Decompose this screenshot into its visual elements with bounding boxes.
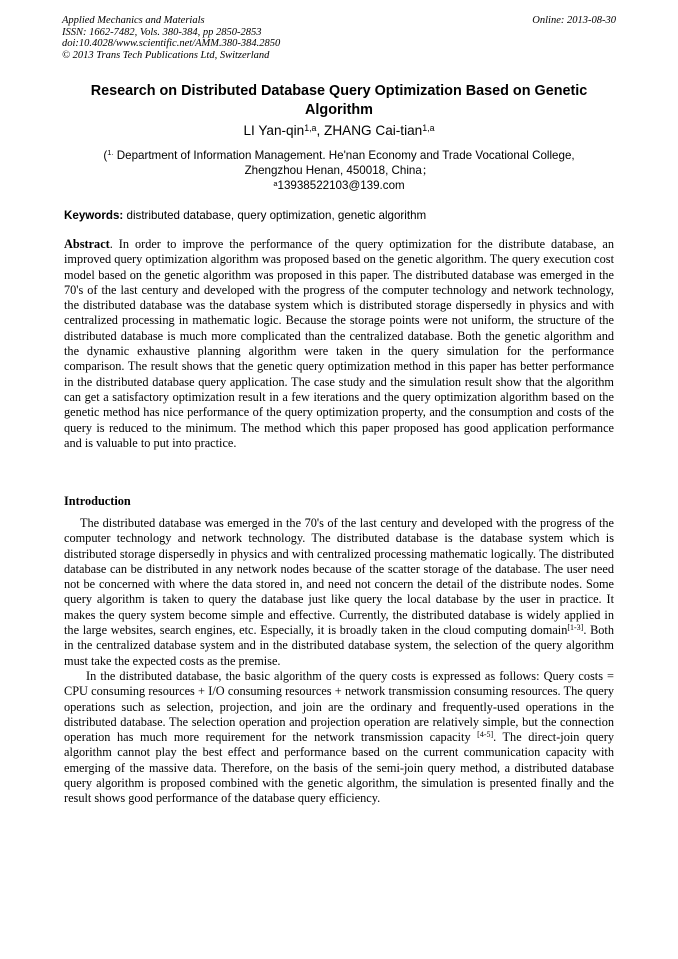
- paragraph-text: . The direct-join query algorithm cannot play the best effect and performance based on the current communication capacity with emerging of the massive data. Therefore, on the basis of the semi-join query method, a distributed database query algorithm is proposed combined with the genetic algorithm, the simulation is presented finally and the result shows good performance of the database query efficiency.: [64, 730, 614, 806]
- keywords-text: distributed database, query optimization, genetic algorithm: [123, 209, 427, 222]
- citation[interactable]: [4-5]: [477, 730, 494, 740]
- affiliation-line-2: Zhengzhou Henan, 450018, China；: [244, 164, 434, 178]
- journal-issn: ISSN: 1662-7482, Vols. 380-384, pp 2850-2853: [62, 26, 262, 38]
- author-affiliation-mark: 1,a: [422, 122, 435, 133]
- title-line-1: Research on Distributed Database Query Optimization Based on Genetic: [90, 83, 588, 99]
- affiliation: [62, 148, 616, 194]
- paper-title: [62, 82, 616, 120]
- paragraph: [64, 516, 614, 669]
- paragraph-text: In the distributed database, the basic algorithm of the query costs is expressed as follows: Query costs = CPU consuming resources + I/O consuming resources + network transmission consuming resources. The query operations such as selection, projection, and join are the ordinary and frequently-used operations in the distributed database. The selection operation and projection operation are relatively simple, but the connection operation has much more requirement for the network transmission capacity: [64, 668, 614, 745]
- keywords-label: Keywords:: [64, 209, 124, 222]
- paragraph-text: The distributed database was emerged in the 70's of the last century and developed with the progress of the computer technology and network technology. The distributed database is the database system which is distributed storage dispersedly in physics and with centralized processing mathematic logically. The distributed database can be distributed in any network nodes because of the scatter storage of the database. The user need not be concerned with where the data stored in, and need not concern the detail of the distribute nodes. Some query algorithm is taken to query the database just like query the local database by the user in practice. It makes the query system become simple and effective. Currently, the distributed database is widely applied in the large websites, search engines, etc. Especially, it is broadly taken in the cloud computing domain: [64, 516, 614, 638]
- journal-copyright: © 2013 Trans Tech Publications Ltd, Switzerland: [62, 49, 270, 61]
- section-heading-introduction: Introduction: [64, 494, 131, 508]
- introduction-body: [64, 516, 614, 807]
- title-line-2: Algorithm: [305, 102, 373, 118]
- journal-header: [62, 15, 482, 61]
- author-name: LI Yan-qin: [243, 123, 305, 138]
- journal-name: Applied Mechanics and Materials: [62, 15, 205, 26]
- author-email[interactable]: 13938522103@139.com: [277, 179, 405, 193]
- author-affiliation-mark: 1,a: [304, 122, 317, 133]
- abstract-label: Abstract: [64, 237, 110, 251]
- keywords: [64, 208, 616, 223]
- abstract: [64, 237, 614, 451]
- online-date: Online: 2013-08-30: [532, 15, 616, 26]
- paragraph: [64, 669, 614, 807]
- journal-doi[interactable]: doi:10.4028/www.scientific.net/AMM.380-384.2850: [62, 38, 281, 50]
- author-separator: ,: [316, 123, 325, 138]
- affiliation-paren: (: [103, 149, 108, 162]
- author-email-line: [62, 178, 616, 193]
- citation[interactable]: [1-3]: [567, 623, 584, 633]
- abstract-text: . In order to improve the performance of the query optimization for the distribute database, an improved query optimization algorithm was proposed based on the genetic algorithm. The query execution cost model based on the genetic algorithm was proposed in this paper. The distributed database was emerged in the 70's of the last century and developed with the progress of the computer technology and network technology, the distributed database was the database system which is distributed storage dispersedly in physics and with centralized processing in mathematic logic. Because the storage points were not uniform, the structure of the distributed database is much more complicated than the centralized database. Both the genetic algorithm and the dynamic exhaustive planning algorithm were taken in the query simulation for the performance comparison. The result shows that the genetic query optimization method in this paper has better performance in the distributed database query application. The case study and the simulation result show that the algorithm can get a satisfactory optimization result in a few iterations and the query optimization algorithm based on the genetic method has nice performance of the query optimization property, and the consumption and costs of the query is reduced to the minimum. The method which this paper proposed has good application performance and is valuable to put into practice.: [64, 237, 614, 450]
- affiliation-line-1: [62, 148, 616, 163]
- affiliation-mark: 1.: [107, 148, 114, 158]
- email-mark: a: [273, 178, 278, 188]
- paragraph-text: . Both in the centralized database system and in the distributed database system, the selection of the query algorithm must take the expected costs as the premise.: [64, 623, 614, 668]
- author-list: [62, 122, 616, 140]
- affiliation-text: Department of Information Management. He'nan Economy and Trade Vocational College,: [113, 149, 575, 162]
- author-name: ZHANG Cai-tian: [324, 123, 423, 138]
